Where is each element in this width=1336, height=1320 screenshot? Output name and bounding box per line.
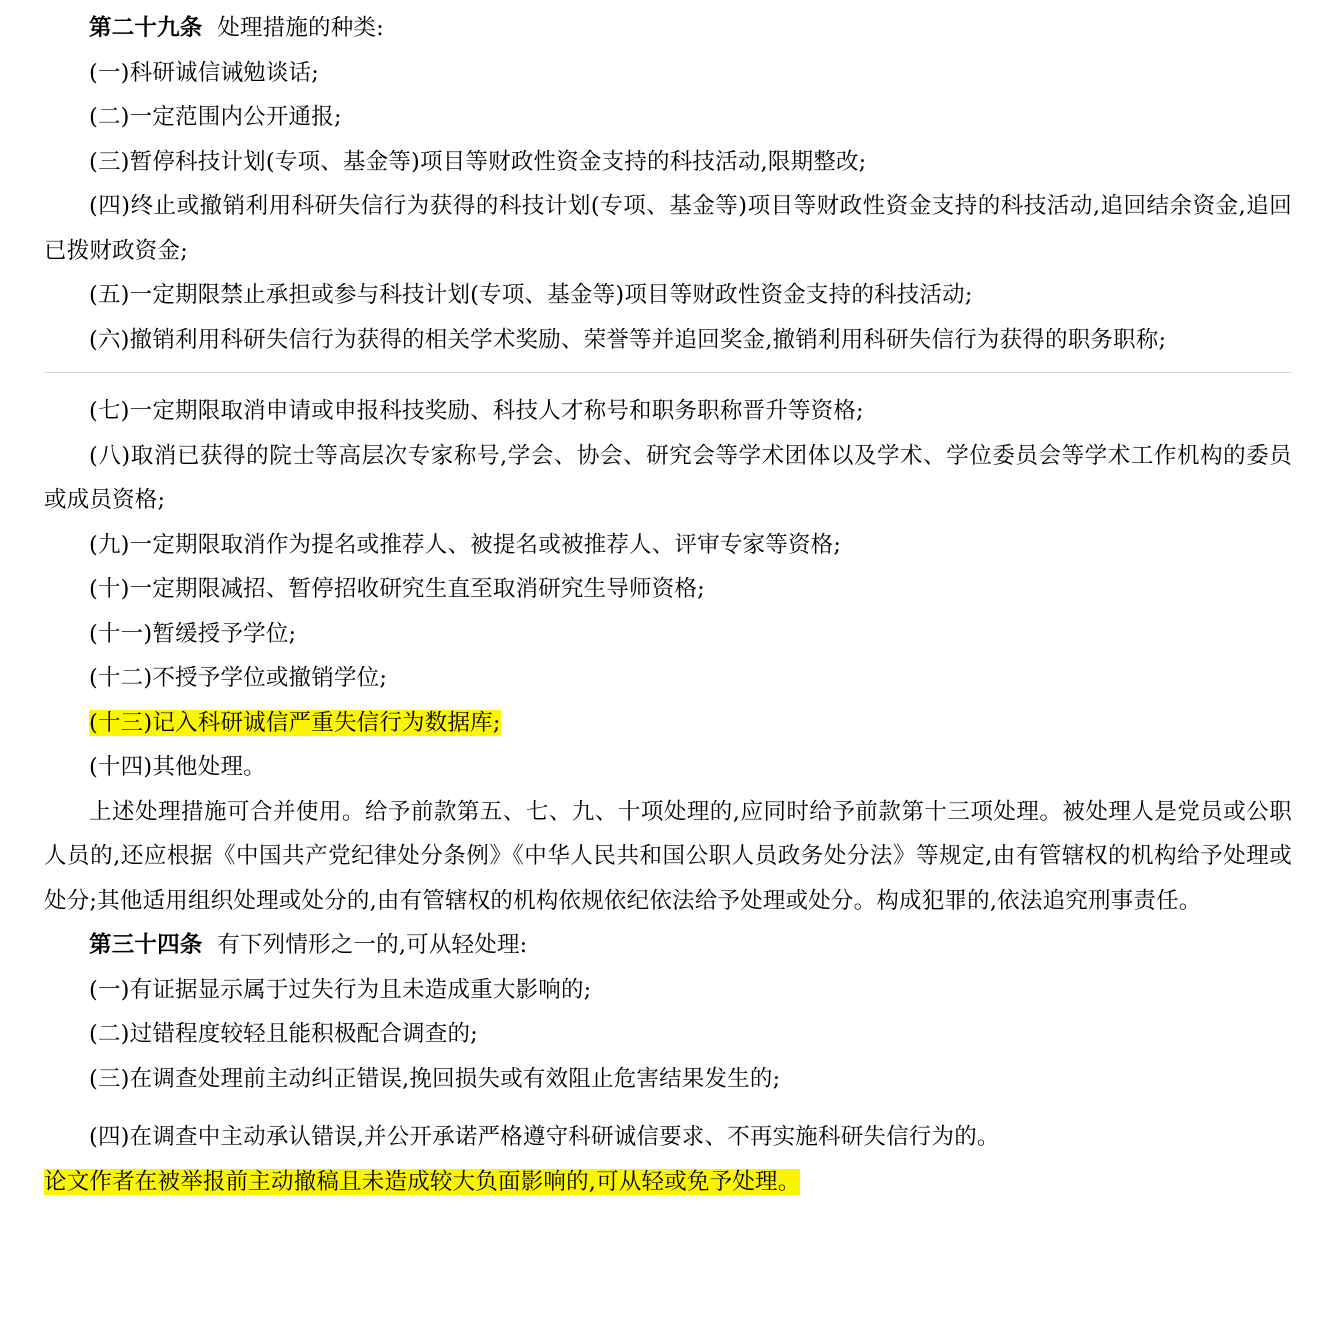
page-break-spacer-top (44, 362, 1292, 370)
article-29-item-4: (四)终止或撤销利用科研失信行为获得的科技计划(专项、基金等)项目等财政性资金支持的科技活动,追回结余资金,追回已拨财政资金; (44, 193, 1292, 264)
article-29-item-8: (八)取消已获得的院士等高层次专家称号,学会、协会、研究会等学术团体以及学术、学位委员会等学术工作机构的委员或成员资格; (44, 442, 1292, 513)
article-29-item-5: (五)一定期限禁止承担或参与科技计划(专项、基金等)项目等财政性资金支持的科技活动; (89, 282, 973, 308)
article-29-title: 第二十九条 (89, 15, 203, 41)
highlight-item-13: (十三)记入科研诚信严重失信行为数据库; (89, 709, 501, 736)
bottom-break-spacer (44, 1101, 1292, 1115)
article-29-item-6: (六)撤销利用科研失信行为获得的相关学术奖励、荣誉等并追回奖金,撤销利用科研失信行为获得的职务职称; (89, 326, 1167, 353)
article-34-title: 第三十四条 (89, 932, 203, 958)
article-34-item-3: (三)在调查处理前主动纠正错误,挽回损失或有效阻止危害结果发生的; (89, 1065, 781, 1092)
article-29-item-1: (一)科研诚信诫勉谈话; (89, 59, 320, 86)
article-29-item-3: (三)暂停科技计划(专项、基金等)项目等财政性资金支持的科技活动,限期整改; (89, 148, 867, 175)
article-34-item-4: (四)在调查中主动承认错误,并公开承诺严格遵守科研诚信要求、不再实施科研失信行为的。 (89, 1124, 1000, 1150)
article-34-lead: 有下列情形之一的,可从轻处理: (217, 932, 528, 958)
article-29-item-7: (七)一定期限取消申请或申报科技奖励、科技人才称号和职务职称晋升等资格; (89, 398, 864, 424)
article-29-lead: 处理措施的种类: (217, 15, 384, 41)
article-29-item-2: (二)一定范围内公开通报; (89, 104, 342, 130)
highlight-closing: 论文作者在被举报前主动撤稿且未造成较大负面影响的,可从轻或免予处理。 (44, 1168, 801, 1195)
article-29-item-9: (九)一定期限取消作为提名或推荐人、被提名或被推荐人、评审专家等资格; (89, 531, 842, 558)
article-34-item-2: (二)过错程度较轻且能积极配合调查的; (89, 1021, 478, 1047)
article-29-heading (44, 6, 1292, 51)
article-34-highlighted-closing (44, 1160, 1292, 1205)
article-29-closing: 上述处理措施可合并使用。给予前款第五、七、九、十项处理的,应同时给予前款第十三项处理。被处理人是党员或公职人员的,还应根据《中国共产党纪律处分条例》《中华人民共和国公职人员政务处分法》等规定,由有管辖权的机构给予处理或处分;其他适用组织处理或处分的,由有管辖权的机构依规依纪依法给予处理或处分。构成犯罪的,依法追究刑事责任。 (44, 798, 1292, 914)
article-29-item-10: (十)一定期限减招、暂停招收研究生直至取消研究生导师资格; (89, 576, 705, 602)
page-break-divider (44, 372, 1292, 373)
page-break-spacer-bottom (44, 375, 1292, 389)
article-34-heading (44, 923, 1292, 968)
article-29-item-14: (十四)其他处理。 (89, 754, 266, 780)
article-29-item-11: (十一)暂缓授予学位; (89, 620, 297, 647)
article-29-item-13 (44, 701, 1292, 746)
article-29-item-12: (十二)不授予学位或撤销学位; (89, 665, 388, 691)
article-34-item-1: (一)有证据显示属于过失行为且未造成重大影响的; (89, 976, 592, 1003)
